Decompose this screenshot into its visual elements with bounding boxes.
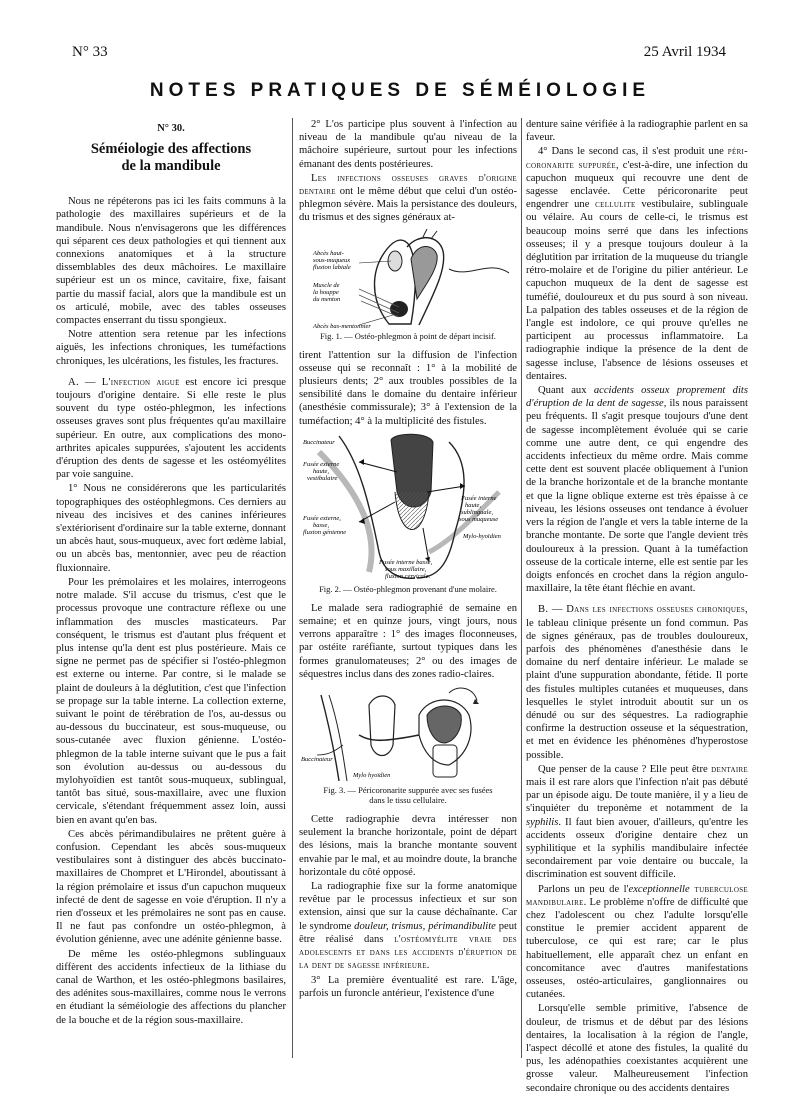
paragraph [299, 880, 517, 972]
paragraph-text: . Le problème n'offre de difficulté que chez l'adolescent ou chez l'adulte lorsqu'elle constitue le premier accident apparent de tuberculose, ce qui est rare; car le plus habituellement, elle apparaît chez un enfant en concomitance avec d'autres manifestations osseuses, ostéo-articulaires, ganglionnaires ou cutanées. [526, 896, 748, 1001]
figure-label: Buccinateur [301, 756, 333, 764]
figure-label: Muscle de [313, 281, 340, 289]
figure-label: sous muqueuse [459, 515, 499, 523]
figure-caption: Fig. 2. — Ostéo-phlegmon provenant d'une molaire. [319, 583, 497, 594]
article-number: N° 30. [157, 123, 185, 134]
column-rule [521, 118, 522, 1058]
paragraph: Nous ne répéterons pas ici les faits communs à la pathologie des maxillaires supérieurs et de la mandibule. Nous n'envisagerons que les différences qui séparent ces deux pathologies et qui tiennent aux connexions anatomiques et à la structure dissemblables des deux mâchoires. Le maxillaire supérieur est un os mince, cavitaire, fixe, faisant partie du massif facial, alors que la mandibule est un os articulé, mobile, avec des tables osseuses compactes enserrant du tissu spongieux. [56, 196, 286, 327]
figure-label: Abcès haut- [313, 249, 344, 257]
emphasis: dentaire [711, 763, 748, 775]
page-title: NOTES PRATIQUES DE SÉMÉIOLOGIE [149, 80, 651, 101]
paragraph: Pour les prémolaires et les molaires, interrogeons notre malade. S'il accuse du trismus, c'est que le processus provoque une contracture réflexe ou une inflammation des muscles masticateurs. Par conséquent, le trismus est d'autant plus fréquent et plus intense qu'la dent est plus postérieure. Mais ce signe ne permet pas de spécifier si l'ostéo-phlegmon est externe ou interne. Par contre, si le malade se plaint de douleurs à la déglutition, c'est que l'infection se propage sur la table interne. La collection externe, suivant le point de térébration de l'os, au-dessus ou au-dessous du buccinateur, est sous-muqueuse, ou sous-cutanée avec fluxion génienne. L'ostéo-phlegmon de la table interne suivant que le pus a fait son évolution au-dessus ou au-dessous du mylohyoïdien est tantôt sous-muqueux, sublingual, tantôt bas situé, sous-maxillaire, avec une fluxion cervicale, s'étendant fréquemment assez loin, aussi bien en avant qu'en bas. [56, 576, 286, 826]
emphasis: péri-coronarite suppurée [526, 146, 748, 171]
paragraph-text: Parlons un peu de l' [538, 883, 629, 895]
issue-date: 25 Avril 1934 [643, 44, 726, 60]
paragraph: Notre attention sera retenue par les infections aiguës, les infections chroniques, les tuméfactions chroniques, les ulcérations, les fistules, les fractures. [56, 329, 286, 367]
paragraph-text: , ils nous paraissent peu fréquents. Il s'agit presque toujours d'une dent de sagesse incomplètement évoluée qui se carie comme une autre dent, ce qui engendre des accidents infectieux du même ordre. Mais comme cette dent est souvent placée obliquement à l'union de la branche horizontale et de la branche montante et que la ligne oblique externe est très épaisse à ce niveau, les lésions osseuses ont tendance à évoluer vers la région de l'angle et vers la table interne de la branche montante. De sorte que l'angle devient très douloureux à la pression. Quant à la tuméfaction osseuse de la corticale interne, elle est sentie par les doigts enfoncés en crochet dans la région angulo-maxillaire, la tête étant fléchie en avant. [526, 398, 748, 595]
column-3 [526, 118, 748, 1096]
paragraph-text: La radiographie fixe sur la forme anatomique revêtue par le processus infectieux et sur son extension, ainsi que sur la cause déchaînante. Car le syndrome [299, 881, 517, 932]
paragraph [299, 172, 517, 225]
emphasis: tuberculose mandibulaire [526, 883, 748, 908]
figure-label: du menton [313, 295, 341, 303]
figure-2 [299, 432, 517, 594]
figure-label: Abcès bas-mentonnier [313, 322, 371, 329]
figure-caption [299, 785, 517, 805]
figure-label: haute, [313, 467, 330, 475]
paragraph: 2° L'os participe plus souvent à l'infection au niveau de la mandibule qu'au niveau de la mâchoire supérieure, surtout pour les infections émanant des dents postérieures. [299, 119, 517, 170]
paragraph-text: le tableau clinique présente un fond commun. Pas de signes généraux, pas de troubles douloureux, parfois des phénomènes d'anesthésie dans le domaine du nerf dentaire inférieur. Le malade se plaint d'une suppuration abondante, fétide. Il porte des fistules multiples cutanées et muqueuses, dans lesquelles le stylet introduit aboutit sur un os dénudé ou sur des séquestres. La radiographie confirme la destruction osseuse et la séquestration, et met en évidence les phénomènes d'hyperostose possible. [526, 617, 748, 761]
issue-number: N° 33 [72, 44, 108, 60]
paragraph: De même les ostéo-phlegmons sublinguaux diffèrent des accidents infectieux de la lithiase du canal de Warthon, et les ostéo-phlegmons basilaires, des adénites sous-maxillaires, comme nous le verrons en étudiant la séméiologie des affections du plancher de la bouche et de la région sous-maxillaire. [56, 948, 286, 1026]
figure-label: Fusée externe [303, 460, 340, 468]
figure-label: fluxion génienne [303, 528, 347, 536]
figure-label: vestibulaire [307, 474, 338, 482]
section-heading: Les infections osseuses graves d'origine dentaire [299, 172, 517, 198]
paragraph [526, 883, 748, 1002]
article-title [56, 141, 286, 175]
paragraph [56, 376, 286, 482]
paragraph: Lorsqu'elle semble primitive, l'absence de douleur, de trismus et de début par des lésions dentaires, la localisation à la région de l'angle, l'aspect décollé et atone des fistules, la qualité du pus, les adénopathies coexistantes acquièrent une grosse valeur. Malheureusement l'infection secondaire chronique ou des accidents dentaires [526, 1003, 748, 1094]
emphasis: exceptionnelle [628, 883, 690, 895]
paragraph: Le malade sera radiographié de semaine en semaine; et en quinze jours, vingt jours, nous verrons apparaître : 1° des images floconneuses, par ostéite raréfiante, surtout typiques dans les formes granulomateuses; 2° ou des images de séquestres inclus dans des zones radio-claires. [299, 602, 517, 680]
column-1 [56, 118, 286, 1028]
figure-2-illustration [299, 432, 517, 582]
column-2 [299, 118, 517, 1001]
figure-label: basse, [313, 521, 330, 529]
figure-1-illustration [299, 229, 517, 329]
figure-label: haute, [465, 501, 482, 509]
figure-label: sublinguale, [461, 508, 493, 516]
figure-label: Fusée interne [461, 494, 497, 502]
paragraph-text: mais il est rare alors que l'infection n'ait pas débuté par un épisode aigu. De toute manière, il y a lieu de s'inquiéter du treponème et notamment de la [526, 776, 748, 815]
paragraph [526, 145, 748, 383]
figure-label: Fusée externe, [303, 514, 341, 522]
paragraph: denture saine vérifiée à la radiographie parlent en sa faveur. [526, 119, 748, 144]
figure-3 [299, 685, 517, 805]
figure-caption-line: dans le tissu cellulaire. [369, 795, 447, 806]
emphasis: l'ostéomyélite vraie des adolescents et dans les accidents d'éruption de la dent de sagesse inférieure. [299, 933, 517, 972]
paragraph-text: 4° Dans le second cas, il s'est produit une [538, 146, 728, 158]
figure-caption-line: Fig. 3. — Péricoronarite suppurée avec ses fusées [323, 785, 493, 796]
paragraph: 3° La première éventualité est rare. L'âge, parfois un furoncle antérieur, l'existence d'une [299, 974, 517, 999]
paragraph: Ces abcès périmandibulaires ne prêtent guère à confusion. Cependant les abcès sous-muqueux vestibulaires sont à distinguer des abcès buccinato-maxillaires de Chompret et L'Hirondel, aboutissant à la région prémolaire et issus d'un capuchon muqueux infecté de dent de sagesse en voie d'éruption. Il n'y a rien d'osseux et les prémolaires ne sont pas en cause. Il ne faut pas confondre un ostéo-phlegmon, à évolution génienne, avec une adénite génienne basse. [56, 828, 286, 946]
figure-label: Mylo-hyoïdien [463, 532, 501, 540]
paragraph-text: vestibulaire, sublinguale ou vélaire. Au cours de celle-ci, le trismus est beaucoup moins serré que dans les infections osseuses; il y a presque toujours douleur à la déglutition par irritation de la muqueuse du triangle rétro-molaire et de l'origine du pilier antérieur. Le capuchon muqueux de la dent de sagesse est tuméfié, douloureux et du pus sourd à son niveau. La palpation des tables osseuses et de la région de l'angle est indolore, ce qui prouve qu'elles ne participent au processus inflammatoire. La radiographie indique la présence de la dent de sagesse incluse, l'absence de lésions osseuses et dentaires. [526, 199, 748, 382]
figure-label: la houppe [313, 288, 339, 296]
article-title-line: Séméiologie des affections [90, 141, 252, 158]
article-title-line: de la mandibule [121, 158, 221, 175]
paragraph [526, 384, 748, 595]
paragraph [526, 603, 748, 761]
figure-label: fluxion labiale [313, 263, 351, 271]
section-heading: B. — Dans les infections osseuses chroniques, [538, 604, 748, 616]
section-heading: A. — L'infection aiguë [68, 376, 180, 388]
figure-label: Mylo hyoïdien [353, 772, 391, 780]
column-rule [292, 118, 293, 1058]
paragraph-text: Quant aux [538, 385, 594, 397]
paragraph: tirent l'attention sur la diffusion de l'infection osseuse qui se reconnaît : 1° à la mobilité de plusieurs dents; 2° aux troubles possibles de la sensibilité dans le domaine du dentaire inférieur (anesthésie commissurale); 3° à l'extension de la tuméfaction; 4° à la multiplicité des fistules. [299, 349, 517, 427]
figure-3-illustration [299, 685, 517, 783]
figure-label: sous-muqueux [313, 256, 351, 264]
paragraph-text: . Il faut bien avouer, d'ailleurs, qu'entre les accidents osseux d'origine dentaire chez un syphilitique et la syphilis mandibulaire infectée secondairement par voie dentaire ou buccale, la discrimination est souvent difficile. [526, 816, 748, 881]
paragraph-text: ont le même début que celui d'un ostéo-phlegmon sévère. Mais la persistance des douleurs, du trismus et des signes généraux at- [299, 186, 517, 224]
paragraph-text: Que penser de la cause ? Elle peut être [538, 763, 712, 775]
figure-label: Buccinateur [303, 438, 335, 446]
paragraph: Cette radiographie devra intéresser non seulement la branche horizontale, point de départ des lésions, mais la branche montante souvent envahie par le mal, et au moindre doute, la branche horizontale du côté opposé. [299, 814, 517, 878]
figure-label: Fusée interne basse, [379, 558, 433, 566]
figure-label: fluxion cervicale. [385, 572, 431, 580]
paragraph: 1° Nous ne considérerons que les particularités topographiques des ostéophlegmons. Ces derniers au niveau des incisives et des canines inférieures s'extériorisent d'ordinaire sur la table externe, donnant un abcès haut, sous-muqueux, avec fort œdème labial, ou un abcès bas, mentonnier, avec peu de réaction fluxionnaire. [56, 483, 286, 574]
paragraph [526, 763, 748, 882]
paragraph-text: est encore ici presque toujours d'origine dentaire. Si elle reste le plus souvent du type ostéo-phlegmon, les infections osseuses graves sont plus fréquentes qu'au maxillaire supérieur. En outre, aux complications des mono-arthrites apicales suppurées, s'ajoutent les accidents d'éruption des dents de sagesse et les ostéomyélites par voie sanguine. [56, 376, 286, 481]
figure-label: sous maxillaire, [385, 565, 427, 573]
figure-caption: Fig. 1. — Ostéo-phlegmon à point de départ incisif. [320, 330, 496, 341]
paragraph-text: , c'est-à-dire, une infection du capuchon muqueux qui recouvre une dent de sagesse enclavée. Cette péricoronarite peut engendrer une [526, 159, 748, 211]
emphasis: accidents osseux proprement dits d'éruption de la dent de sagesse [526, 385, 748, 410]
emphasis: douleur, trismus, périmandibulite [354, 920, 496, 932]
emphasis: cellulite [595, 199, 636, 211]
figure-1 [299, 229, 517, 341]
emphasis: syphilis [526, 816, 559, 828]
paragraph-text: peut être réalisé dans [299, 920, 517, 945]
